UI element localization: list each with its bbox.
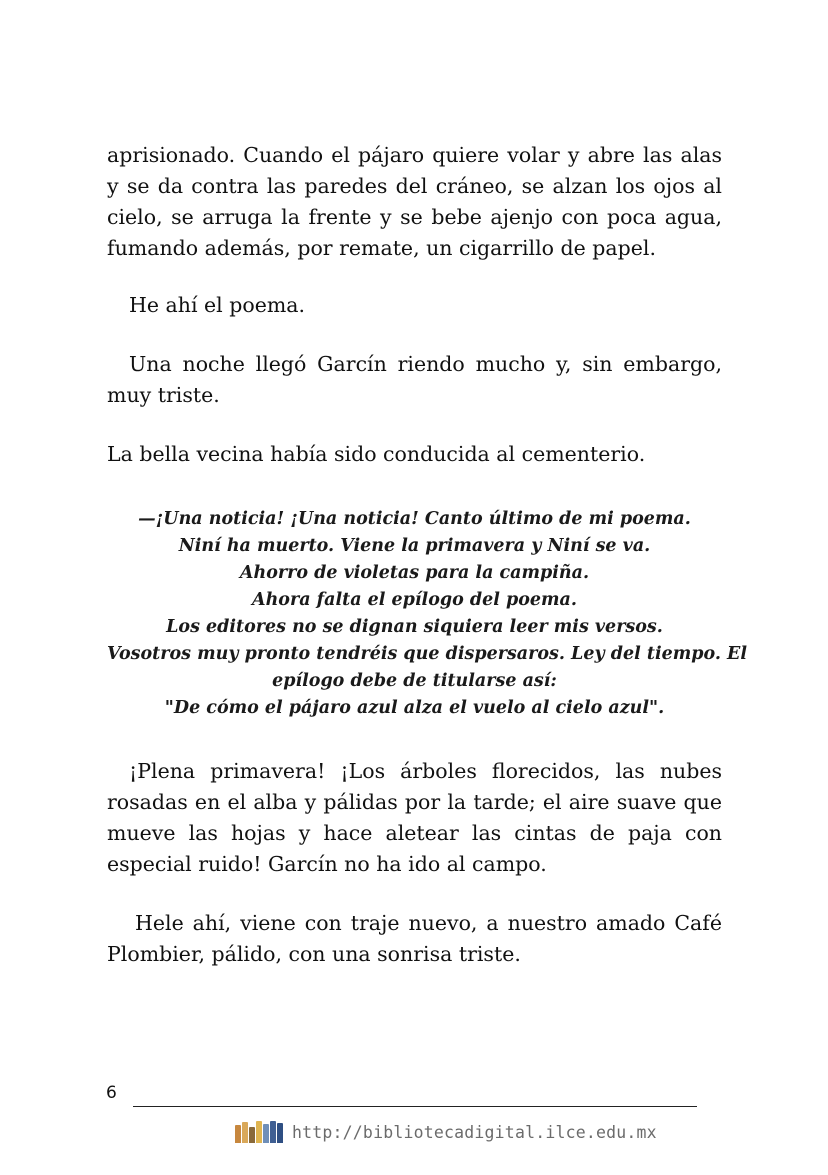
book-spine (256, 1121, 262, 1143)
poem-line: Los editores no se dignan siquiera leer mis versos. (166, 617, 663, 637)
page-number: 6 (106, 1083, 117, 1103)
poem-block (107, 506, 748, 722)
paragraph: Una noche llegó Garcín riendo mucho y, sin embargo, muy triste. (107, 352, 722, 407)
book-spine (263, 1124, 269, 1143)
poem-line: "De cómo el pájaro azul alza el vuelo al cielo azul". (164, 698, 665, 718)
books-icon (235, 1121, 284, 1143)
paragraph: He ahí el poema. (129, 293, 306, 317)
footer (235, 1117, 657, 1147)
book-spine (270, 1121, 276, 1143)
book-spine (277, 1123, 283, 1143)
footer-link[interactable]: http://bibliotecadigital.ilce.edu.mx (292, 1122, 657, 1142)
poem-line: Vosotros muy pronto tendréis que dispersaros. Ley del tiempo. El (107, 644, 748, 664)
poem-line: —¡Una noticia! ¡Una noticia! Canto último de mi poema. (138, 509, 691, 529)
paragraph: La bella vecina había sido conducida al cementerio. (107, 442, 646, 466)
page-body (107, 140, 748, 970)
book-spine (235, 1125, 241, 1143)
book-spine (242, 1122, 248, 1143)
paragraph: Hele ahí, viene con traje nuevo, a nuestro amado Café Plombier, pálido, con una sonrisa triste. (107, 911, 722, 966)
footer-rule (133, 1106, 697, 1107)
poem-line: Niní ha muerto. Viene la primavera y Niní se va. (178, 536, 651, 556)
poem-line: Ahorro de violetas para la campiña. (239, 563, 590, 583)
book-spine (249, 1127, 255, 1143)
paragraph: aprisionado. Cuando el pájaro quiere volar y abre las alas y se da contra las paredes del cráneo, se alzan los ojos al cielo, se arruga la frente y se bebe ajenjo con poca agua, fumando además, por remate, un cigarrillo de papel. (107, 143, 722, 260)
poem-line: epílogo debe de titularse así: (272, 671, 557, 691)
paragraph: ¡Plena primavera! ¡Los árboles florecidos, las nubes rosadas en el alba y pálidas por la tarde; el aire suave que mueve las hojas y hace aletear las cintas de paja con especial ruido! Garcín no ha ido al campo. (107, 759, 722, 876)
poem-line: Ahora falta el epílogo del poema. (252, 590, 577, 610)
